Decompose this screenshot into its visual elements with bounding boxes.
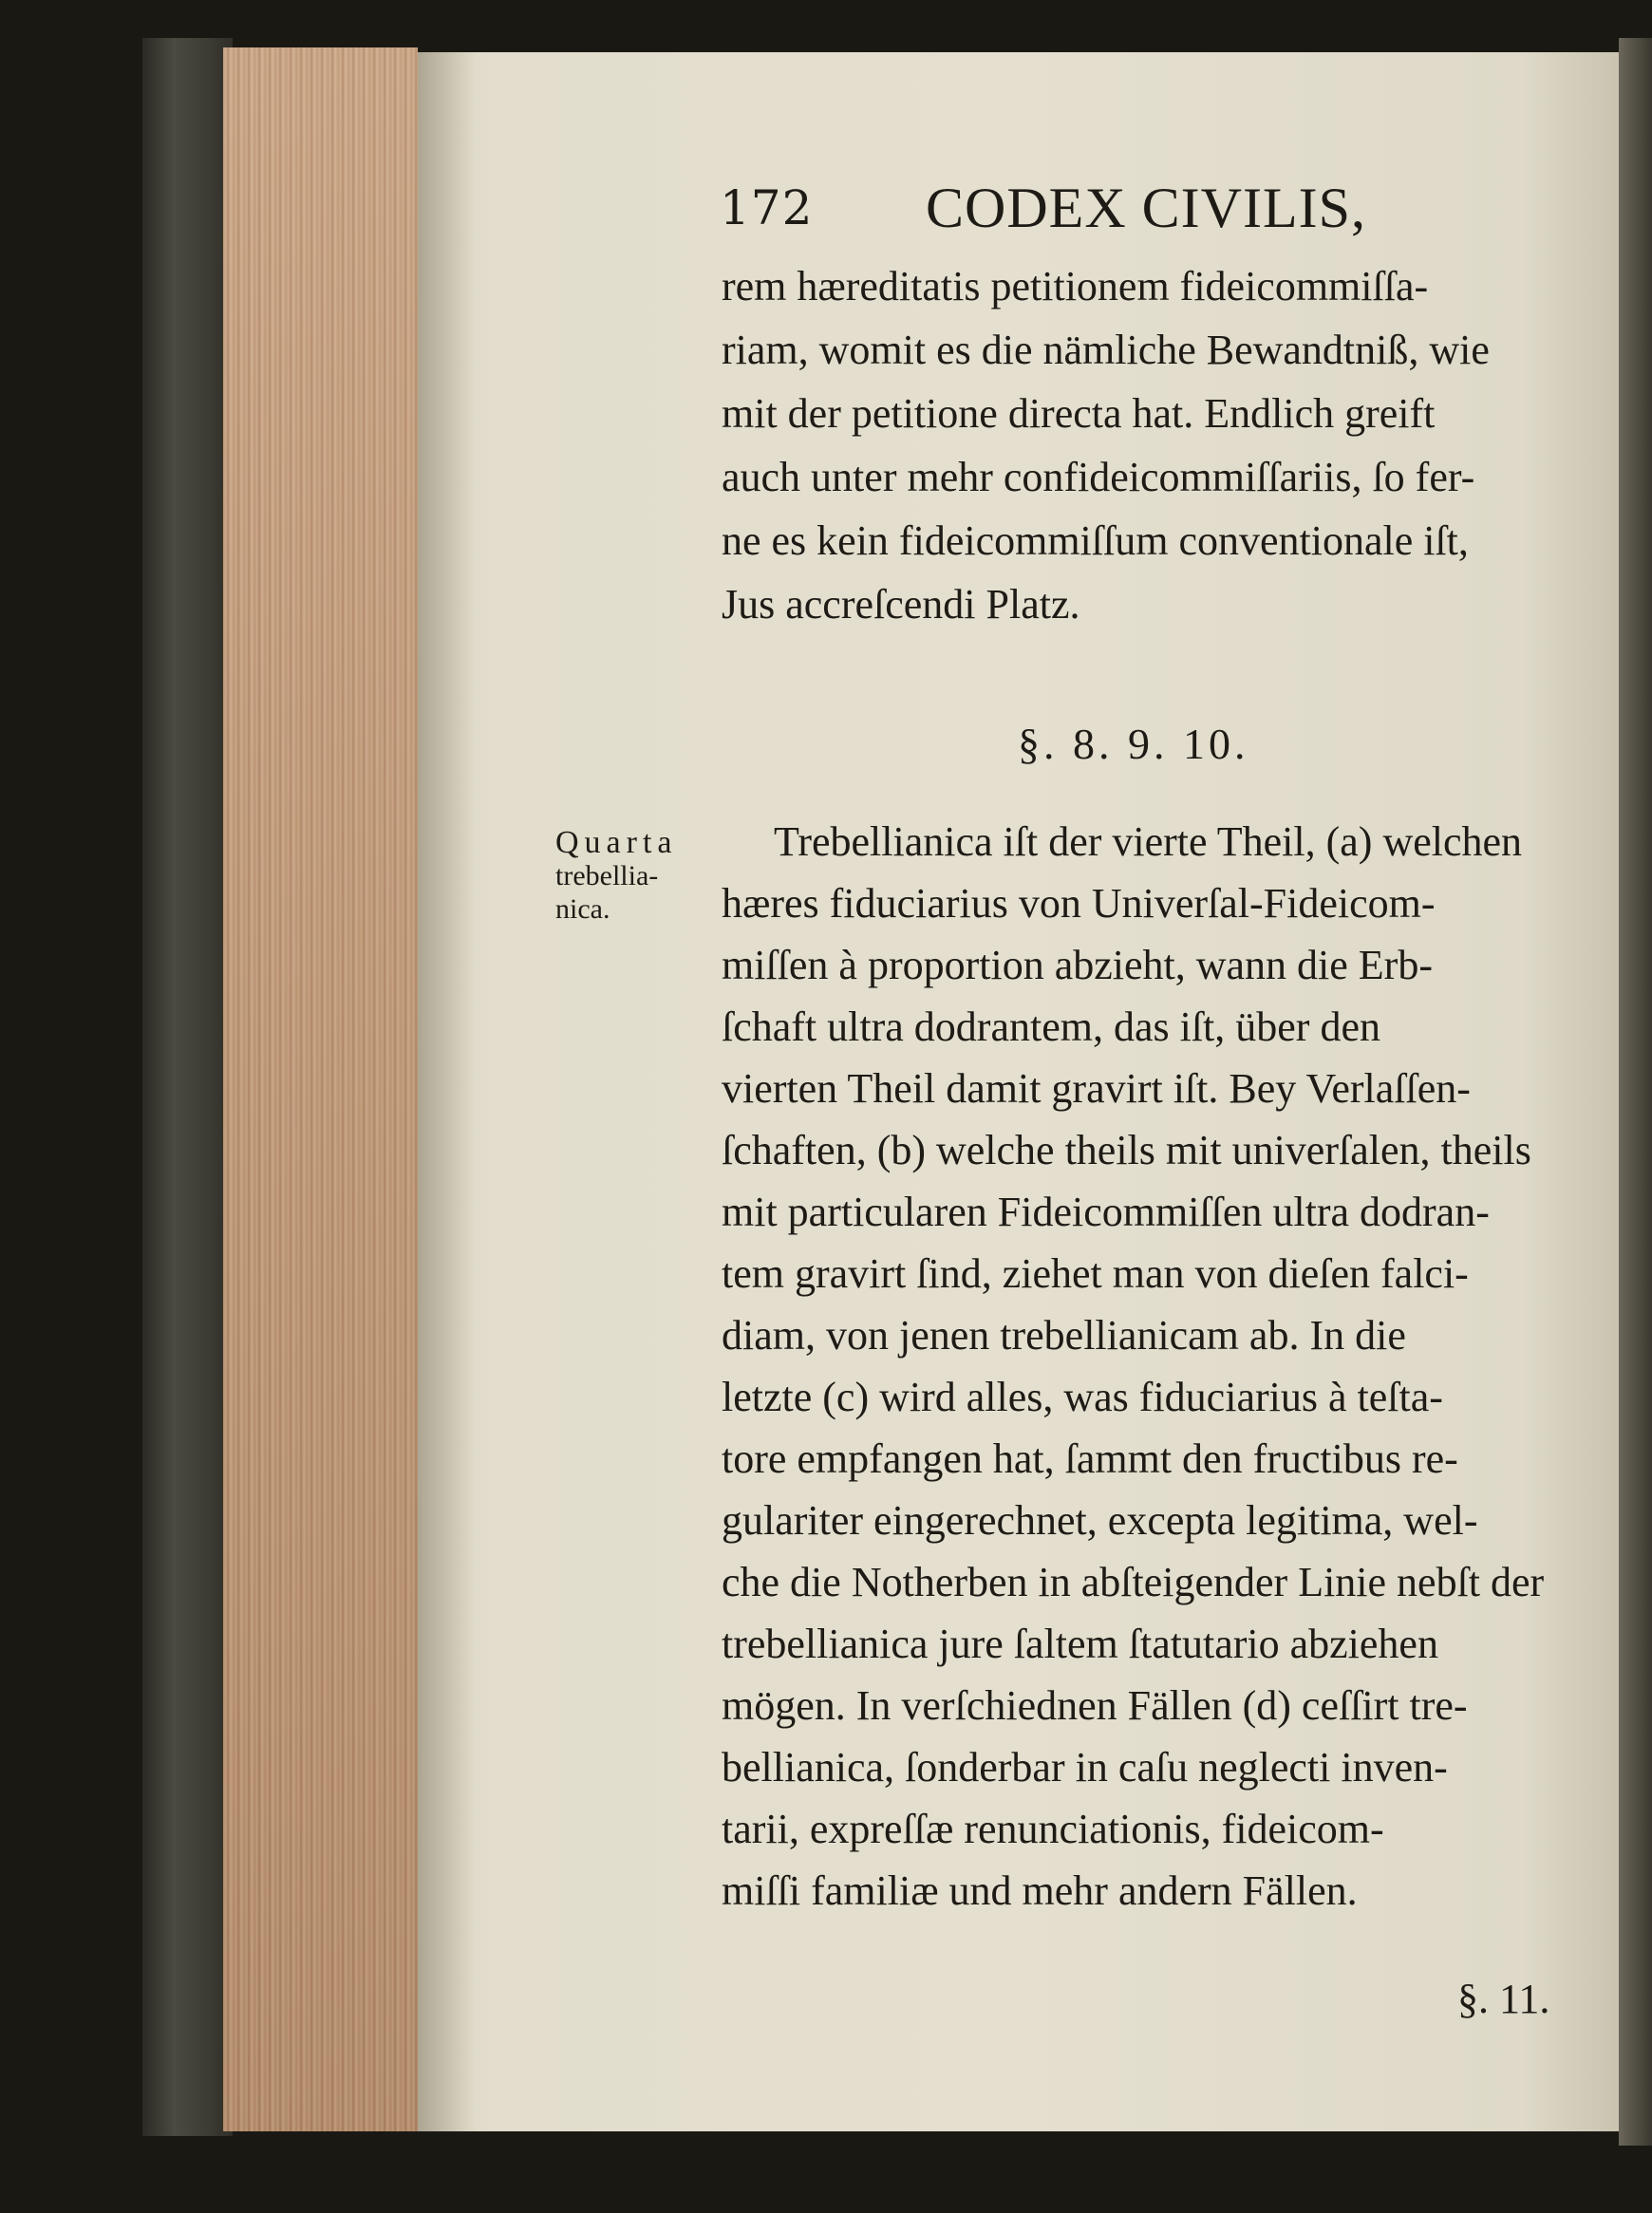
paragraph-1-line: Jus accreſcendi Platz.: [722, 581, 1080, 628]
paragraph-2-line: bellianica, ſonderbar in caſu neglecti inven-: [722, 1744, 1448, 1791]
paragraph-1-line: rem hæreditatis petitionem fideicommiſſa-: [722, 263, 1429, 309]
gutter-shadow: [418, 52, 475, 2131]
paragraph-2-line: vierten Theil damit gravirt iſt. Bey Verlaſſen-: [722, 1065, 1471, 1112]
section-heading: §. 8. 9. 10.: [1018, 720, 1249, 768]
paragraph-2-line: ſchaft ultra dodrantem, das iſt, über den: [722, 1003, 1380, 1050]
paragraph-2-line: letzte (c) wird alles, was fiduciarius à teſta-: [722, 1374, 1443, 1420]
paragraph-1-line: ne es kein fideicommiſſum conventionale iſt,: [722, 517, 1469, 564]
paragraph-2-line: tem gravirt ſind, ziehet man von dieſen falci-: [722, 1250, 1469, 1297]
page-number: 172: [720, 180, 814, 235]
paragraph-1-line: auch unter mehr confideicommiſſariis, ſo fer-: [722, 454, 1475, 500]
margin-note-line: trebellia-: [555, 860, 659, 891]
paragraph-2-line: ſchaften, (b) welche theils mit univerſalen, theils: [722, 1127, 1531, 1173]
margin-note-line: nica.: [555, 893, 610, 925]
book-cover-edge: [142, 38, 233, 2136]
catchword: §. 11.: [1457, 1976, 1550, 2022]
paragraph-2-line: diam, von jenen trebellianicam ab. In die: [722, 1312, 1406, 1359]
paragraph-2-line: che die Notherben in abſteigender Linie nebſt der: [722, 1559, 1545, 1605]
running-head: CODEX CIVILIS,: [926, 177, 1366, 239]
paragraph-2-line: mit particularen Fideicommiſſen ultra dodran-: [722, 1189, 1490, 1235]
margin-note: [555, 826, 717, 926]
paragraph-2-line: gulariter eingerechnet, excepta legitima, wel-: [722, 1497, 1478, 1544]
page-edges: [223, 47, 418, 2131]
right-page-edge: [1619, 38, 1652, 2146]
paragraph-2-line: tarii, expreſſæ renunciationis, fideicom-: [722, 1806, 1384, 1852]
paragraph-2-line: Trebellianica iſt der vierte Theil, (a) welchen: [774, 818, 1523, 865]
margin-note-line: Quarta: [555, 825, 678, 860]
paragraph-2-line: miſſi familiæ und mehr andern Fällen.: [722, 1867, 1358, 1914]
paragraph-2-line: tore empfangen hat, ſammt den fructibus re-: [722, 1435, 1458, 1482]
paragraph-1-line: riam, womit es die nämliche Bewandtniß, wie: [722, 327, 1490, 373]
paragraph-2-line: trebellianica jure ſaltem ſtatutario abziehen: [722, 1621, 1438, 1667]
paragraph-2-line: miſſen à proportion abzieht, wann die Erb-: [722, 942, 1433, 988]
paragraph-2-line: hæres fiduciarius von Univerſal-Fideicom-: [722, 880, 1436, 927]
paragraph-1-line: mit der petitione directa hat. Endlich greift: [722, 390, 1436, 437]
paragraph-2-line: mögen. In verſchiednen Fällen (d) ceſſirt tre-: [722, 1682, 1468, 1729]
